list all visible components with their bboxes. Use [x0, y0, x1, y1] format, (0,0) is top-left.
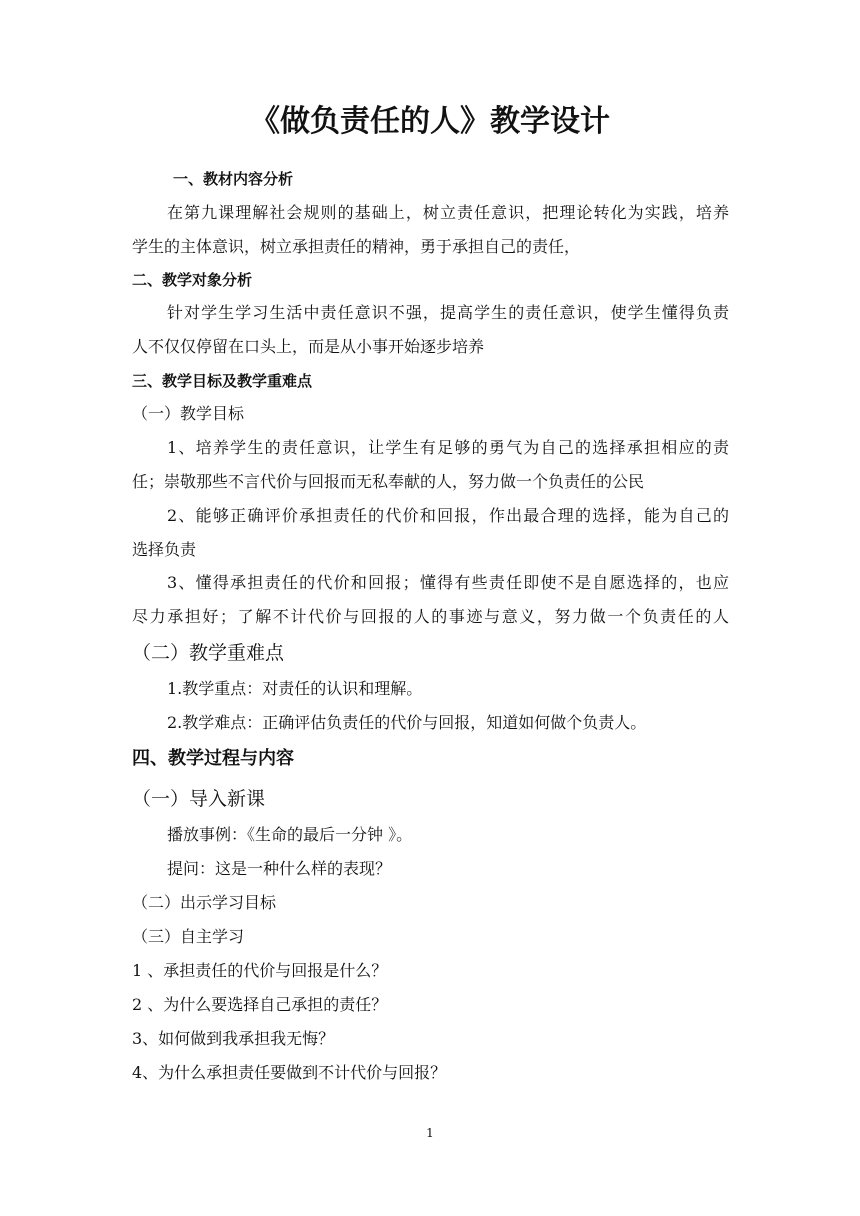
- question-item: 3、如何做到我承担我无悔？: [132, 1029, 335, 1048]
- key-point: 2.教学难点：正确评估负责任的代价与回报，知道如何做个负责人。: [167, 713, 647, 732]
- process-line: 播放事例：《生命的最后一分钟 》。: [167, 825, 413, 844]
- paragraph-line: 学生的主体意识，树立承担责任的精神，勇于承担自己的责任，: [132, 237, 581, 256]
- section-heading-4: 四、教学过程与内容: [132, 748, 294, 769]
- section-heading-2: 二、教学对象分析: [132, 271, 253, 289]
- goal-line: 3、懂得承担责任的代价和回报；懂得有些责任即使不是自愿选择的，也应: [167, 573, 729, 592]
- subheading: （一）导入新课: [132, 788, 266, 810]
- document-title: 《做负责任的人》教学设计: [250, 104, 610, 139]
- question-item: 4、为什么承担责任要做到不计代价与回报？: [132, 1063, 447, 1082]
- goal-line: 选择负责: [132, 540, 197, 559]
- question-item: 1 、承担责任的代价与回报是什么？: [132, 961, 388, 980]
- goal-line: 尽力承担好；了解不计代价与回报的人的事迹与意义，努力做一个负责任的人: [132, 607, 729, 626]
- section-heading-3: 三、教学目标及教学重难点: [132, 372, 313, 390]
- section-heading-1: 一、教材内容分析: [173, 170, 294, 188]
- goal-line: 2、能够正确评价承担责任的代价和回报，作出最合理的选择，能为自己的: [167, 506, 729, 525]
- key-point: 1.教学重点：对责任的认识和理解。: [167, 679, 423, 698]
- paragraph-line: 在第九课理解社会规则的基础上，树立责任意识，把理论转化为实践，培养: [167, 203, 729, 222]
- goal-line: 任；崇敬那些不言代价与回报而无私奉献的人，努力做一个负责任的公民: [132, 472, 645, 491]
- paragraph-line: 人不仅仅停留在口头上，而是从小事开始逐步培养: [132, 337, 485, 356]
- goal-line: 1、培养学生的责任意识，让学生有足够的勇气为自己的选择承担相应的责: [167, 438, 729, 457]
- subheading: （三）自主学习: [132, 927, 245, 946]
- subheading: （二）教学重难点: [132, 642, 285, 664]
- subheading: （二）出示学习目标: [132, 893, 277, 912]
- process-line: 提问：这是一种什么样的表现？: [167, 859, 392, 878]
- paragraph-line: 针对学生学习生活中责任意识不强，提高学生的责任意识，使学生懂得负责: [167, 303, 729, 322]
- page-number: 1: [426, 1126, 434, 1140]
- question-item: 2 、为什么要选择自己承担的责任？: [132, 995, 388, 1014]
- subheading: （一）教学目标: [132, 404, 245, 423]
